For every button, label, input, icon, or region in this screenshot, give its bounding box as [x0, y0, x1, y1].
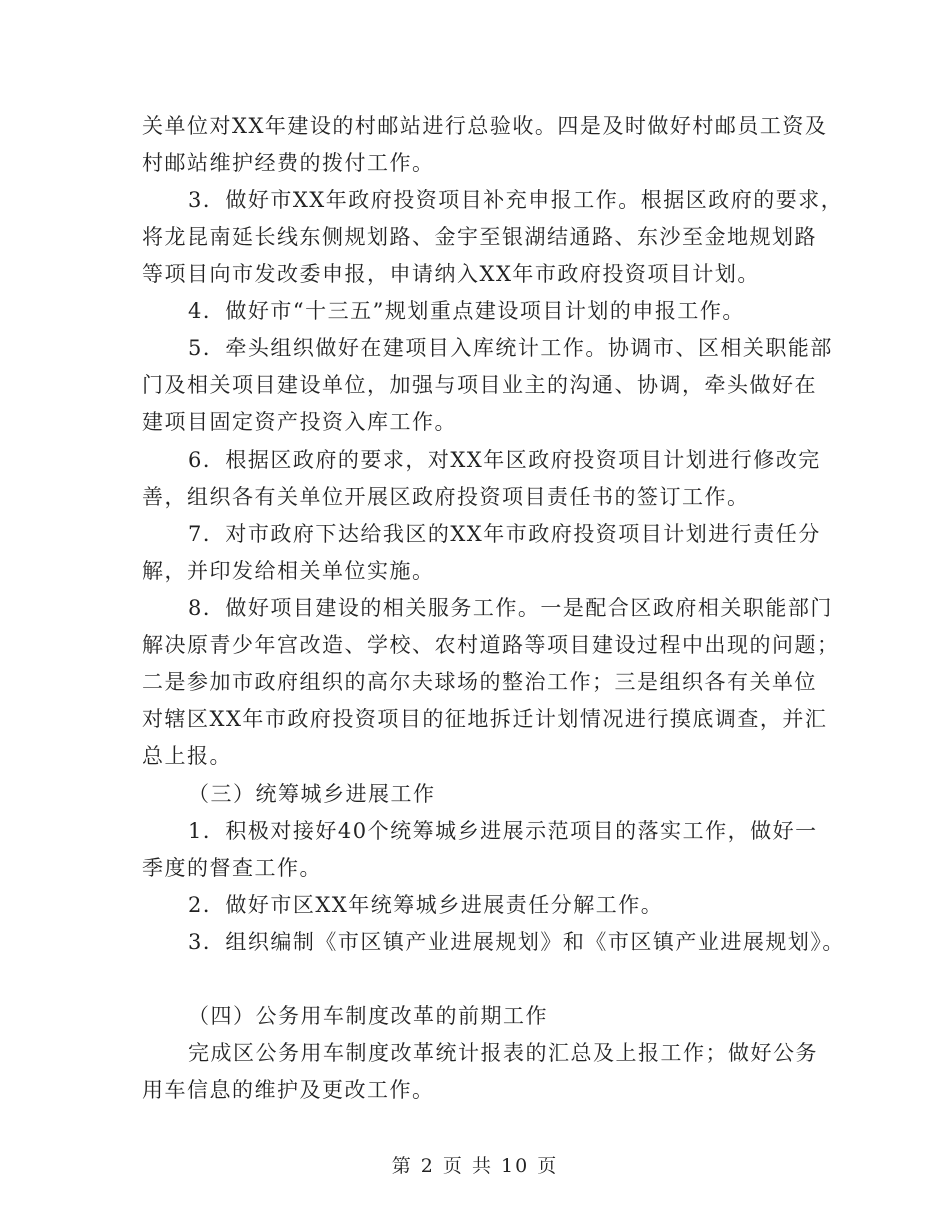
text-line: 1．积极对接好40个统筹城乡进展示范项目的落实工作，做好一 — [188, 819, 818, 843]
text-line: 关单位对XX年建设的村邮站进行总验收。四是及时做好村邮员工资及 — [142, 114, 828, 138]
text-line: 善，组织各有关单位开展区政府投资项目责任书的签订工作。 — [142, 485, 750, 509]
text-line: 完成区公务用车制度改革统计报表的汇总及上报工作；做好公务 — [188, 1041, 818, 1065]
text-line: 村邮站维护经费的拨付工作。 — [142, 151, 435, 175]
text-line: 二是参加市政府组织的高尔夫球场的整治工作；三是组织各有关单位 — [142, 670, 817, 694]
text-line: 对辖区XX年市政府投资项目的征地拆迁计划情况进行摸底调查，并汇 — [142, 707, 828, 731]
text-line: 将龙昆南延长线东侧规划路、金宇至银湖结通路、东沙至金地规划路 — [142, 225, 817, 249]
text-line: 4．做好市“十三五”规划重点建设项目计划的申报工作。 — [188, 299, 745, 323]
text-line: 8．做好项目建设的相关服务工作。一是配合区政府相关职能部门 — [188, 596, 833, 620]
text-line: 2．做好市区XX年统筹城乡进展责任分解工作。 — [188, 893, 664, 917]
text-line: 解，并印发给相关单位实施。 — [142, 559, 435, 583]
text-line: 5．牵头组织做好在建项目入库统计工作。协调市、区相关职能部 — [188, 336, 833, 360]
text-line: 季度的督查工作。 — [142, 856, 322, 880]
page-number: 第 2 页 共 10 页 — [391, 1155, 559, 1177]
section-heading: （三）统筹城乡进展工作 — [188, 782, 436, 806]
text-line: 6．根据区政府的要求，对XX年区政府投资项目计划进行修改完 — [188, 448, 821, 472]
text-line: 等项目向市发改委申报，申请纳入XX年市政府投资项目计划。 — [142, 262, 760, 286]
text-line: 解决原青少年宫改造、学校、农村道路等项目建设过程中出现的问题； — [142, 633, 840, 657]
text-line: 7．对市政府下达给我区的XX年市政府投资项目计划进行责任分 — [188, 522, 821, 546]
text-line: 门及相关项目建设单位，加强与项目业主的沟通、协调，牵头做好在 — [142, 373, 817, 397]
section-heading: （四）公务用车制度改革的前期工作 — [188, 1004, 548, 1028]
text-line: 3．组织编制《市区镇产业进展规划》和《市区镇产业进展规划》。 — [188, 930, 845, 954]
text-line: 3．做好市XX年政府投资项目补充申报工作。根据区政府的要求， — [188, 188, 844, 212]
text-line: 用车信息的维护及更改工作。 — [142, 1078, 435, 1102]
text-line: 建项目固定资产投资入库工作。 — [142, 410, 457, 434]
text-line: 总上报。 — [142, 744, 232, 768]
